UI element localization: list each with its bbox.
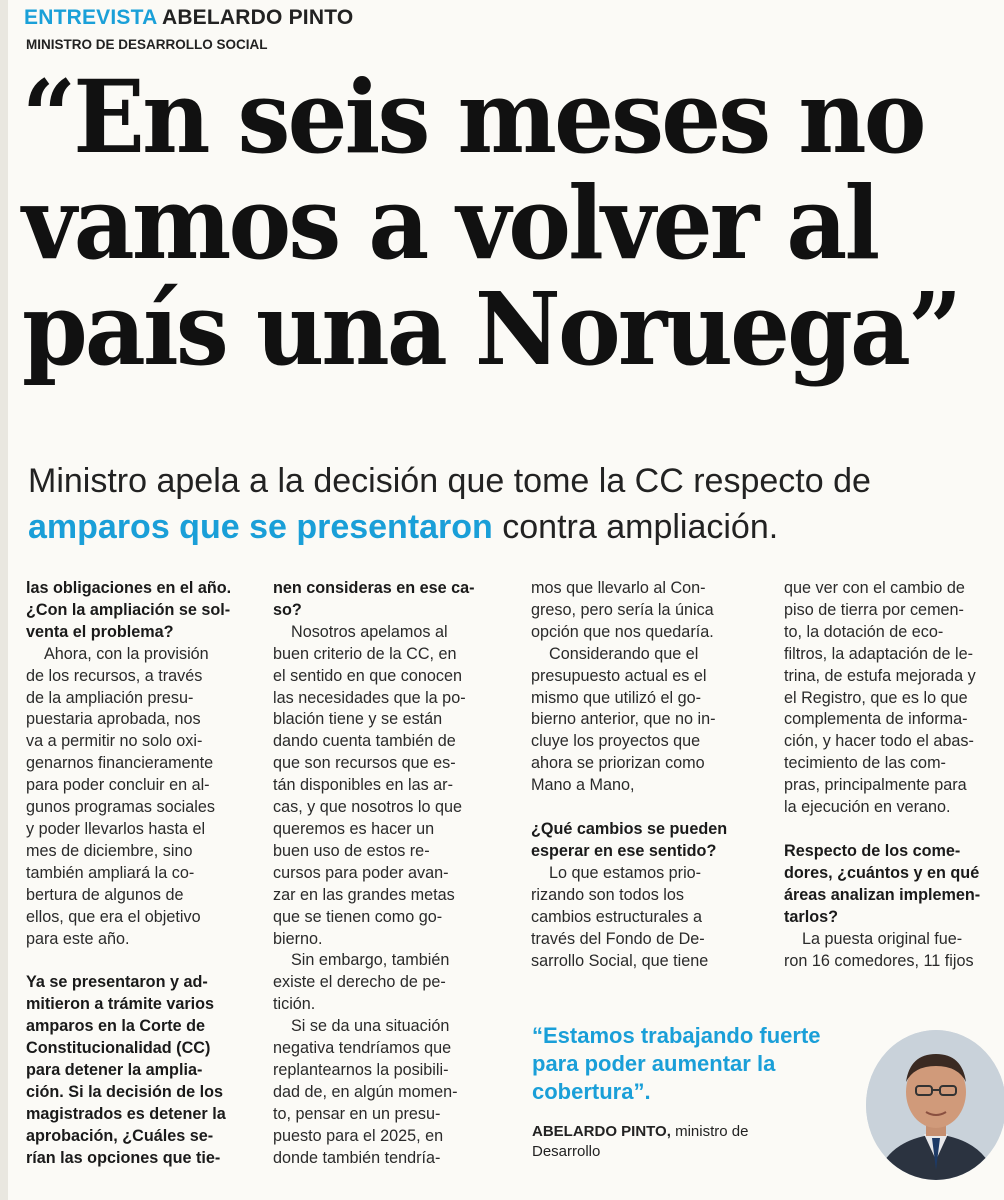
text-line: genarnos financieramente xyxy=(26,754,214,773)
text-line: mos que llevarlo al Con- xyxy=(531,579,706,597)
text-line: venta el problema? xyxy=(26,622,174,641)
interview-answer xyxy=(531,578,756,644)
section-kicker xyxy=(24,6,353,30)
interview-answer xyxy=(784,929,1004,973)
text-line: puestaria aprobada, nos xyxy=(26,710,201,729)
text-line: ¿Qué cambios se pueden xyxy=(531,820,728,839)
text-line: presupuesto actual es el xyxy=(531,666,707,685)
text-line: replantearnos la posibili- xyxy=(273,1060,449,1079)
text-line: el Registro, que es lo que xyxy=(784,688,968,707)
text-line: dad de, en algún momen- xyxy=(273,1082,458,1101)
article-column-4 xyxy=(784,578,1004,972)
interviewee-name: ABELARDO PINTO xyxy=(161,6,354,29)
interview-question xyxy=(531,819,756,863)
pull-quote: “Estamos trabajando fuerte para poder aumentar la cobertura”. xyxy=(532,1023,821,1104)
text-line: para este año. xyxy=(26,929,130,948)
deck-rest: contra ampliación. xyxy=(492,508,779,546)
paragraph-gap xyxy=(26,950,251,972)
article-column-2 xyxy=(273,578,498,1169)
deck-line: Ministro apela a la decisión que tome la CC respecto de xyxy=(28,462,871,500)
text-line: rían las opciones que tie- xyxy=(26,1148,221,1167)
text-line: blación tiene y se están xyxy=(273,710,443,729)
deck-highlight: amparos que se presentaron xyxy=(28,508,493,546)
paragraph-gap xyxy=(531,797,756,819)
text-line: puesto para el 2025, en xyxy=(273,1126,444,1145)
interview-answer xyxy=(531,644,756,797)
text-line: negativa tendríamos que xyxy=(273,1039,452,1058)
interview-answer xyxy=(273,950,498,1016)
text-line: trina, de estufa mejorada y xyxy=(784,666,976,685)
text-line: mes de diciembre, sino xyxy=(26,841,193,860)
text-line: para poder concluir en al- xyxy=(26,776,210,795)
text-line: buen criterio de la CC, en xyxy=(273,644,457,663)
article-column-1 xyxy=(26,578,251,1170)
text-line: aprobación, ¿Cuáles se- xyxy=(26,1126,214,1145)
text-line: ellos, que era el objetivo xyxy=(26,907,201,926)
text-line: mitieron a trámite varios xyxy=(26,995,215,1014)
headline-line: país una Noruega” xyxy=(22,270,960,388)
text-line: gunos programas sociales xyxy=(26,798,215,817)
text-line: existe el derecho de pe- xyxy=(273,973,446,992)
credit-title: ministro de Desarrollo xyxy=(532,1123,749,1160)
text-line: Considerando que el xyxy=(549,644,699,663)
text-line: ción, y hacer todo el abas- xyxy=(784,732,974,751)
interview-answer xyxy=(26,644,251,951)
interview-question xyxy=(784,841,1004,929)
text-line: tecimiento de las com- xyxy=(784,754,946,773)
text-line: pras, principalmente para xyxy=(784,776,967,795)
text-line: queremos es hacer un xyxy=(273,819,435,838)
text-line: bierno anterior, que no in- xyxy=(531,710,716,729)
text-line: cluye los proyectos que xyxy=(531,732,701,751)
text-line: cursos para poder avan- xyxy=(273,863,449,882)
text-line: que son recursos que es- xyxy=(273,754,456,773)
text-line: Mano a Mano, xyxy=(531,776,635,795)
text-line: cambios estructurales a xyxy=(531,907,702,926)
text-line: sarrollo Social, que tiene xyxy=(531,951,709,970)
text-line: magistrados es detener la xyxy=(26,1104,226,1123)
text-line: el sentido en que conocen xyxy=(273,666,463,685)
article-column-3 xyxy=(531,578,756,972)
text-line: Ahora, con la provisión xyxy=(44,644,209,663)
pull-quote-credit xyxy=(532,1122,792,1162)
text-line: to, la dotación de eco- xyxy=(784,622,944,641)
text-line: ¿Con la ampliación se sol- xyxy=(26,600,231,619)
text-line: nen consideras en ese ca- xyxy=(273,579,475,597)
text-line: Respecto de los come- xyxy=(784,841,961,860)
text-line: áreas analizan implemen- xyxy=(784,885,981,904)
text-line: piso de tierra por cemen- xyxy=(784,600,964,619)
text-line: greso, pero sería la única xyxy=(531,600,714,619)
text-line: de la ampliación presu- xyxy=(26,688,194,707)
text-line: esperar en ese sentido? xyxy=(531,841,717,860)
portrait-photo xyxy=(866,1030,1004,1180)
headline-line: “En seis meses no xyxy=(22,58,924,176)
text-line: va a permitir no solo oxi- xyxy=(26,732,203,751)
text-line: Si se da una situación xyxy=(291,1017,450,1036)
text-line: tición. xyxy=(273,995,316,1014)
text-line: dores, ¿cuántos y en qué xyxy=(784,863,980,882)
text-line: bertura de algunos de xyxy=(26,885,184,904)
text-line: Nosotros apelamos al xyxy=(291,622,448,641)
text-line: la ejecución en verano. xyxy=(784,798,951,817)
text-line: las obligaciones en el año. xyxy=(26,579,232,597)
text-line: amparos en la Corte de xyxy=(26,1017,206,1036)
text-line: opción que nos quedaría. xyxy=(531,622,714,641)
interview-answer xyxy=(273,1016,498,1169)
interview-question xyxy=(273,578,498,622)
text-line: buen uso de estos re- xyxy=(273,841,430,860)
text-line: tán disponibles en las ar- xyxy=(273,776,453,795)
text-line: Sin embargo, también xyxy=(291,951,450,970)
text-line: ron 16 comedores, 11 fijos xyxy=(784,951,974,970)
section-tag: ENTREVISTA xyxy=(24,6,157,29)
text-line: las necesidades que la po- xyxy=(273,688,466,707)
text-line: filtros, la adaptación de le- xyxy=(784,644,973,663)
text-line: tarlos? xyxy=(784,907,838,926)
text-line: que se tienen como go- xyxy=(273,907,443,926)
text-line: también ampliará la co- xyxy=(26,863,195,882)
headline xyxy=(22,58,1004,388)
text-line: y poder llevarlos hasta el xyxy=(26,819,206,838)
interview-question xyxy=(26,972,251,1169)
portrait-illustration xyxy=(866,1030,1004,1180)
text-line: complementa de informa- xyxy=(784,710,968,729)
paragraph-gap xyxy=(784,819,1004,841)
text-line: donde también tendría- xyxy=(273,1148,441,1167)
interview-question xyxy=(26,578,251,644)
text-line: La puesta original fue- xyxy=(802,929,963,948)
text-line: de los recursos, a través xyxy=(26,666,203,685)
interviewee-role: MINISTRO DE DESARROLLO SOCIAL xyxy=(26,37,268,52)
text-line: para detener la amplia- xyxy=(26,1061,203,1080)
text-line: Lo que estamos prio- xyxy=(549,863,702,882)
interview-answer xyxy=(531,863,756,973)
text-line: través del Fondo de De- xyxy=(531,929,705,948)
credit-name: ABELARDO PINTO, xyxy=(532,1123,671,1140)
text-line: Ya se presentaron y ad- xyxy=(26,973,208,992)
text-line: ción. Si la decisión de los xyxy=(26,1082,224,1101)
deck-line xyxy=(28,504,871,550)
interview-answer xyxy=(273,622,498,951)
text-line: ahora se priorizan como xyxy=(531,754,705,773)
text-line: que ver con el cambio de xyxy=(784,579,965,597)
text-line: mismo que utilizó el go- xyxy=(531,688,702,707)
headline-line: vamos a volver al xyxy=(22,164,878,282)
text-line: cas, y que nosotros lo que xyxy=(273,798,462,817)
text-line: so? xyxy=(273,600,302,619)
page-edge xyxy=(0,0,8,1200)
text-line: rizando son todos los xyxy=(531,885,684,904)
deck-subtitle xyxy=(28,458,871,550)
text-line: bierno. xyxy=(273,929,323,948)
text-line: zar en las grandes metas xyxy=(273,885,455,904)
text-line: dando cuenta también de xyxy=(273,732,456,751)
text-line: to, pensar en un presu- xyxy=(273,1104,441,1123)
text-line: Constitucionalidad (CC) xyxy=(26,1039,211,1058)
interview-answer xyxy=(784,578,1004,819)
